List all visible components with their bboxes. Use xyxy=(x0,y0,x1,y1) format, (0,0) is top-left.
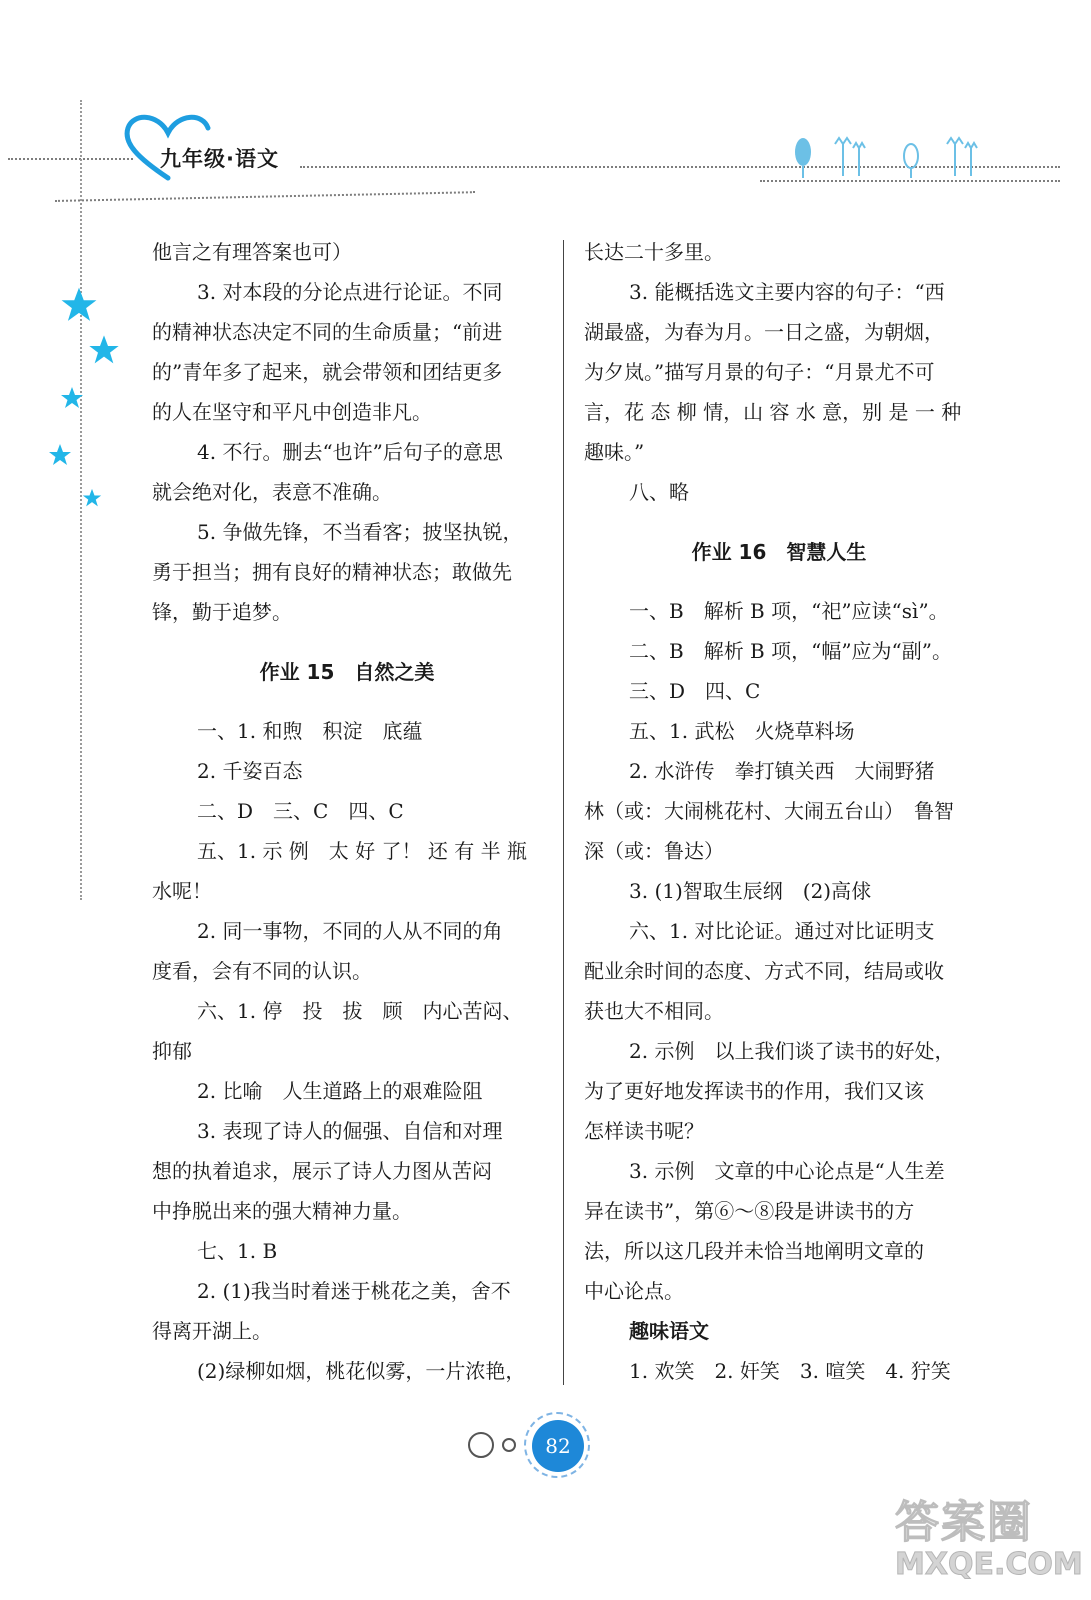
answer-line: 3. 示例 文章的中心论点是“人生差 xyxy=(629,1159,945,1183)
answer-line: 3. 能概括选文主要内容的句子：“西 xyxy=(629,280,945,304)
answer-line: 七、1. B xyxy=(197,1239,278,1263)
answer-line: 二、D 三、C 四、C xyxy=(197,799,404,823)
answer-line: 4. 不行。删去“也许”后句子的意思 xyxy=(197,440,503,464)
page-header-title: 九年级·语文 xyxy=(160,147,279,171)
answer-line: 2. 千姿百态 xyxy=(197,759,303,783)
answer-line: 的人在坚守和平凡中创造非凡。 xyxy=(152,400,432,424)
star-icon xyxy=(60,386,84,410)
answer-line: 2. (1)我当时着迷于桃花之美，舍不 xyxy=(197,1279,511,1303)
answer-line: 的”青年多了起来，就会带领和团结更多 xyxy=(152,360,503,384)
answer-line: 的精神状态决定不同的生命质量；“前进 xyxy=(152,320,503,344)
answer-line: 言，花 态 柳 情，山 容 水 意，别 是 一 种 xyxy=(584,400,962,424)
answer-line: 勇于担当；拥有良好的精神状态；敢做先 xyxy=(152,560,512,584)
header-dotted-line xyxy=(8,158,133,160)
answer-line: 获也大不相同。 xyxy=(584,999,724,1023)
answer-line: 五、1. 武松 火烧草料场 xyxy=(629,719,855,743)
answer-line: 怎样读书呢？ xyxy=(584,1119,704,1143)
answer-line: 度看，会有不同的认识。 xyxy=(152,959,372,983)
right-column xyxy=(584,232,974,1391)
answer-line: 为夕岚。”描写月景的句子：“月景尤不可 xyxy=(584,360,935,384)
answer-line: 锋，勤于追梦。 xyxy=(152,600,292,624)
star-icon xyxy=(60,286,98,324)
answer-line: 六、1. 停 投 拔 顾 内心苦闷、 xyxy=(197,999,523,1023)
answer-line: 中挣脱出来的强大精神力量。 xyxy=(152,1199,412,1223)
answer-line: 2. 水浒传 拳打镇关西 大闹野猪 xyxy=(629,759,935,783)
answer-line: 3. (1)智取生辰纲 (2)高俅 xyxy=(629,879,872,903)
answer-line: (2)绿柳如烟，桃花似雾，一片浓艳， xyxy=(197,1359,526,1383)
answer-line: 法，所以这几段并未恰当地阐明文章的 xyxy=(584,1239,924,1263)
answer-line: 他言之有理答案也可） xyxy=(152,240,352,264)
page-number: 82 xyxy=(532,1420,584,1472)
answer-line: 水呢！ xyxy=(152,879,212,903)
answer-line: 为了更好地发挥读书的作用，我们又该 xyxy=(584,1079,924,1103)
star-icon xyxy=(88,334,120,366)
answer-line: 一、B 解析 B 项，“祀”应读“sì”。 xyxy=(629,599,949,623)
answer-line: 六、1. 对比论证。通过对比证明支 xyxy=(629,919,935,943)
answer-line: 中心论点。 xyxy=(584,1279,684,1303)
answer-line: 林（或：大闹桃花村、大闹五台山） 鲁智 xyxy=(584,799,954,823)
section-heading: 作业 16 智慧人生 xyxy=(691,540,867,564)
answer-line: 想的执着追求，展示了诗人力图从苦闷 xyxy=(152,1159,492,1183)
answer-line: 异在读书”，第⑥～⑧段是讲读书的方 xyxy=(584,1199,915,1223)
answer-line: 3. 对本段的分论点进行论证。不同 xyxy=(197,280,503,304)
answer-line: 长达二十多里。 xyxy=(584,240,724,264)
answer-line: 深（或：鲁达） xyxy=(584,839,724,863)
watermark-top-text: 答案圈 xyxy=(895,1497,1033,1548)
answer-line: 1. 欢笑 2. 奸笑 3. 喧笑 4. 狞笑 xyxy=(629,1359,951,1383)
left-column xyxy=(152,232,542,1391)
answer-line: 2. 比喻 人生道路上的艰难险阻 xyxy=(197,1079,483,1103)
column-divider xyxy=(563,240,564,1385)
star-icon xyxy=(82,488,102,508)
answer-line: 二、B 解析 B 项，“幅”应为“副”。 xyxy=(629,639,953,663)
answer-line: 八、略 xyxy=(629,480,689,504)
subsection-heading: 趣味语文 xyxy=(629,1319,709,1343)
answer-line: 一、1. 和煦 积淀 底蕴 xyxy=(197,719,423,743)
answer-line: 5. 争做先锋，不当看客；披坚执锐， xyxy=(197,520,523,544)
answer-line: 配业余时间的态度、方式不同，结局或收 xyxy=(584,959,944,983)
watermark-logo xyxy=(895,1497,1083,1593)
answer-line: 3. 表现了诗人的倔强、自信和对理 xyxy=(197,1119,503,1143)
answer-line: 抑郁 xyxy=(152,1039,192,1063)
answer-line: 就会绝对化，表意不准确。 xyxy=(152,480,392,504)
answer-line: 三、D 四、C xyxy=(629,679,761,703)
answer-line: 趣味。” xyxy=(584,440,645,464)
star-icon xyxy=(48,443,72,467)
watermark-bottom-text: MXQE.COM xyxy=(895,1547,1083,1582)
decorative-circle xyxy=(502,1438,516,1452)
header-dotted-line xyxy=(55,191,475,202)
answer-line: 五、1. 示 例 太 好 了！ 还 有 半 瓶 xyxy=(197,839,527,863)
answer-line: 2. 同一事物，不同的人从不同的角 xyxy=(197,919,503,943)
answer-line: 2. 示例 以上我们谈了读书的好处， xyxy=(629,1039,955,1063)
section-heading: 作业 15 自然之美 xyxy=(259,660,435,684)
answer-line: 湖最盛，为春为月。一日之盛，为朝烟， xyxy=(584,320,944,344)
answer-line: 得离开湖上。 xyxy=(152,1319,272,1343)
decorative-circle xyxy=(468,1432,494,1458)
plant-decoration-icon xyxy=(785,132,985,182)
